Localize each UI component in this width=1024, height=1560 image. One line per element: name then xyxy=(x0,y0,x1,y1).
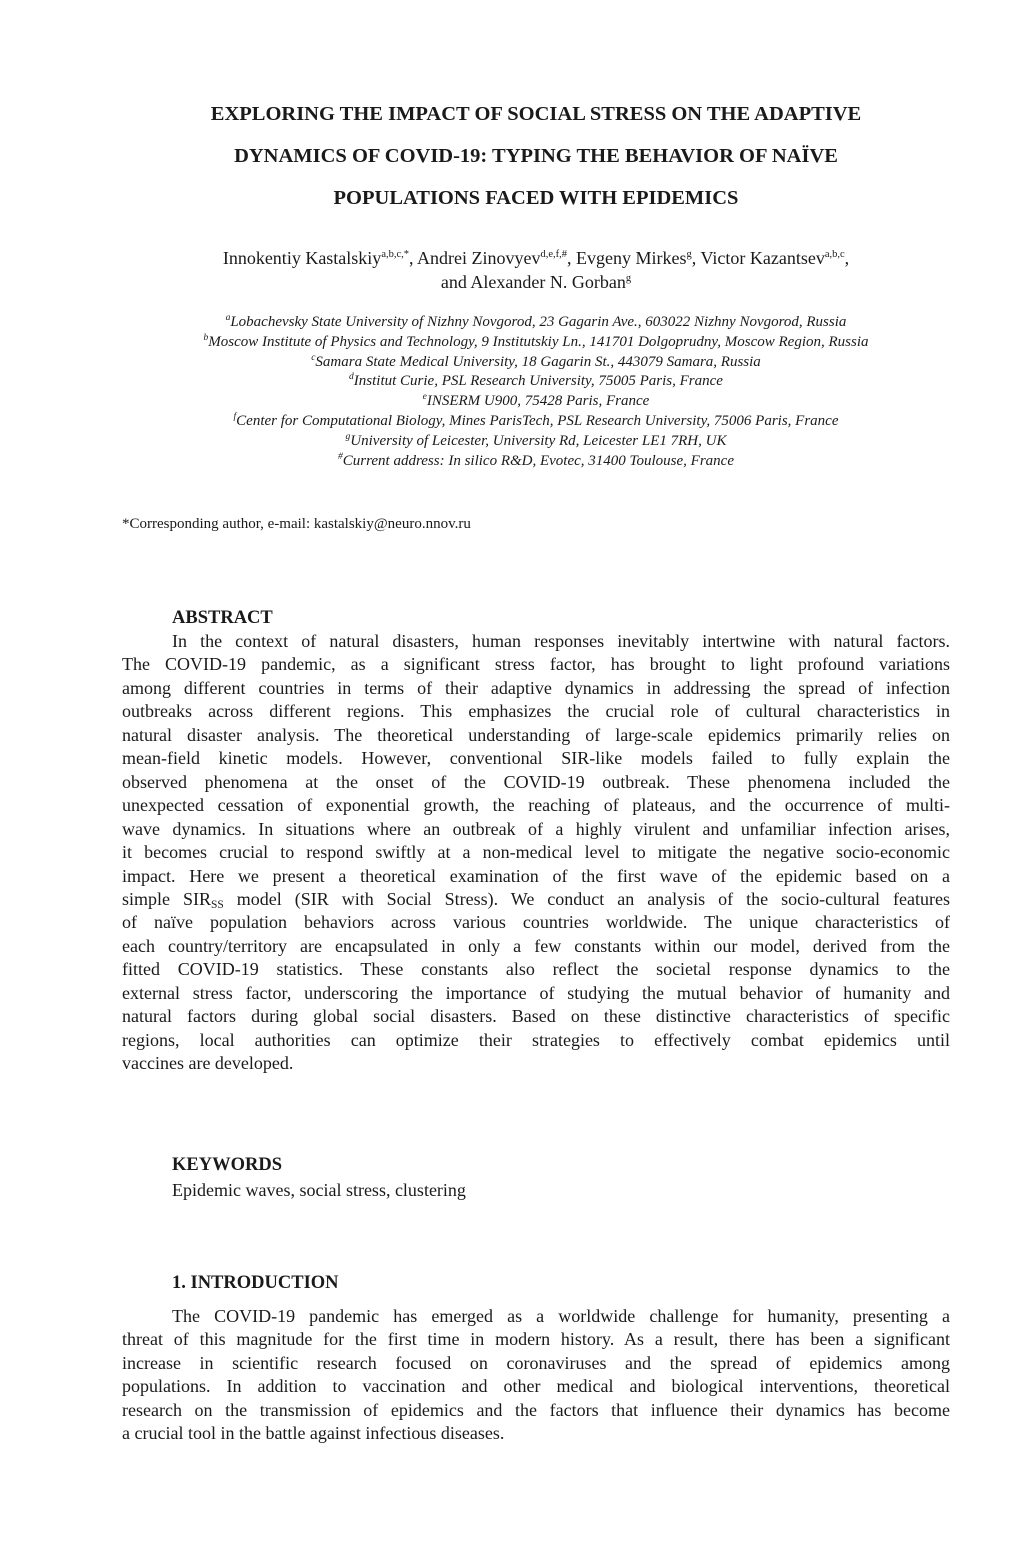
text-line: each country/territory are encapsulated in only a few constants within our model, derived from the xyxy=(122,935,950,956)
text-line: threat of this magnitude for the first time in modern history. As a result, there has been a significant xyxy=(122,1329,950,1350)
author-line xyxy=(122,246,950,270)
affiliation-mark: f xyxy=(233,411,237,422)
text-line: wave dynamics. In situations where an outbreak of a highly virulent and unfamiliar infection arises, xyxy=(122,818,950,839)
text-line: among different countries in terms of their adaptive dynamics in addressing the spread of infection xyxy=(122,677,950,698)
author-name: Alexander N. Gorban xyxy=(470,272,626,292)
affiliation-text: University of Leicester, University Rd, Leicester LE1 7RH, UK xyxy=(350,432,727,449)
author-name: Evgeny Mirkes xyxy=(576,248,687,268)
affiliation-mark: e xyxy=(422,392,427,403)
text-line: The COVID-19 pandemic has emerged as a worldwide challenge for humanity, presenting a xyxy=(172,1306,950,1326)
text-line: natural factors during global social disasters. Based on these distinctive characteristics of specific xyxy=(122,1006,950,1027)
affiliation-text: Current address: In silico R&D, Evotec, 31400 Toulouse, France xyxy=(342,452,734,469)
text-line: impact. Here we present a theoretical examination of the first wave of the epidemic based on a xyxy=(122,865,950,886)
affiliation-mark: a xyxy=(225,313,231,323)
text-line: unexpected cessation of exponential growth, the reaching of plateaus, and the occurrence of multi- xyxy=(122,795,950,816)
affiliation-text: Moscow Institute of Physics and Technology, 9 Institutskiy Ln., 141701 Dolgoprudny, Moscow Region, Russia xyxy=(208,333,869,350)
affiliation-text: Center for Computational Biology, Mines ParisTech, PSL Research University, 75006 Paris, France xyxy=(236,412,839,429)
affiliation-mark: # xyxy=(338,451,343,462)
sir-subscript: SS xyxy=(210,898,224,911)
affiliation-item xyxy=(122,392,950,412)
affiliation-list xyxy=(122,313,950,471)
author-affiliation-marks: d,e,f,# xyxy=(540,249,568,260)
text-line: it becomes crucial to respond swiftly at a non-medical level to mitigate the negative socio-economic xyxy=(122,842,950,863)
text-line: increase in scientific research focused on coronaviruses and the spread of epidemics among xyxy=(122,1352,950,1373)
author-list xyxy=(122,246,950,294)
author-affiliation-marks: g xyxy=(686,249,692,260)
author-name: Andrei Zinovyev xyxy=(417,248,541,268)
affiliation-text: Institut Curie, PSL Research University, 75005 Paris, France xyxy=(353,373,723,390)
text-line: natural disaster analysis. The theoretical understanding of large-scale epidemics primarily relies on xyxy=(122,724,950,745)
title-line: POPULATIONS FACED WITH EPIDEMICS xyxy=(333,187,739,209)
affiliation-mark: g xyxy=(345,431,351,442)
text-line: regions, local authorities can optimize their strategies to effectively combat epidemics until xyxy=(122,1029,950,1050)
affiliation-text: INSERM U900, 75428 Paris, France xyxy=(426,393,650,410)
corresponding-author-note: *Corresponding author, e-mail: kastalskiy@neuro.nnov.ru xyxy=(122,516,471,532)
paper-title xyxy=(122,93,950,219)
text-line: external stress factor, underscoring the importance of studying the mutual behavior of humanity and xyxy=(122,982,950,1003)
affiliation-item xyxy=(122,372,950,392)
author-separator: , xyxy=(691,248,701,268)
affiliation-item xyxy=(122,452,950,472)
affiliation-mark: b xyxy=(203,332,209,343)
author-separator: , xyxy=(844,248,850,268)
author-separator: , xyxy=(409,248,418,268)
author-affiliation-marks: g xyxy=(625,273,632,284)
author-line xyxy=(122,270,950,294)
sir-suffix: model (SIR with Social Stress). We conduct an analysis of the socio-cultural features xyxy=(223,888,950,909)
affiliation-text: Samara State Medical University, 18 Gagarin St., 443079 Samara, Russia xyxy=(315,353,761,370)
author-affiliation-marks: a,b,c,* xyxy=(381,249,410,260)
text-line: of naïve population behaviors across various countries worldwide. The unique characteristics of xyxy=(122,912,950,933)
text-line: The COVID-19 pandemic, as a significant stress factor, has brought to light profound variations xyxy=(122,654,950,675)
text-line: populations. In addition to vaccination and other medical and biological interventions, theoretical xyxy=(122,1376,950,1397)
author-name: Victor Kazantsev xyxy=(700,248,825,268)
affiliation-item xyxy=(122,432,950,452)
introduction-body xyxy=(122,1305,950,1446)
author-name: Innokentiy Kastalskiy xyxy=(222,248,382,268)
text-line: mean-field kinetic models. However, conventional SIR-like models failed to fully explain the xyxy=(122,748,950,769)
text-line xyxy=(122,888,950,911)
text-line: In the context of natural disasters, human responses inevitably intertwine with natural factors. xyxy=(172,631,950,651)
text-line: a crucial tool in the battle against infectious diseases. xyxy=(122,1423,505,1444)
keywords-heading: KEYWORDS xyxy=(172,1155,282,1175)
text-line: fitted COVID-19 statistics. These constants also reflect the societal response dynamics to the xyxy=(122,959,950,980)
title-line: DYNAMICS OF COVID-19: TYPING THE BEHAVIOR OF NAÏVE xyxy=(234,145,838,167)
affiliation-item xyxy=(122,313,950,333)
text-line: research on the transmission of epidemics and the factors that influence their dynamics has become xyxy=(122,1399,950,1420)
sir-prefix: simple SIR xyxy=(122,888,211,909)
affiliation-mark: d xyxy=(349,372,354,383)
title-line: EXPLORING THE IMPACT OF SOCIAL STRESS ON THE ADAPTIVE xyxy=(210,103,862,125)
keywords-text: Epidemic waves, social stress, clustering xyxy=(172,1180,466,1200)
author-conjunction: and xyxy=(440,272,471,292)
text-line: outbreaks across different regions. This emphasizes the crucial role of cultural characteristics in xyxy=(122,701,950,722)
author-affiliation-marks: a,b,c xyxy=(824,249,845,260)
affiliation-item xyxy=(122,353,950,373)
abstract-body xyxy=(122,630,950,1076)
affiliation-text: Lobachevsky State University of Nizhny Novgorod, 23 Gagarin Ave., 603022 Nizhny Novgorod, Russia xyxy=(230,314,847,330)
affiliation-mark: c xyxy=(311,352,316,363)
text-line: observed phenomena at the onset of the COVID-19 outbreak. These phenomena included the xyxy=(122,771,950,792)
introduction-heading: 1. INTRODUCTION xyxy=(172,1273,339,1293)
abstract-heading: ABSTRACT xyxy=(172,608,273,628)
affiliation-item xyxy=(122,333,950,353)
text-line: vaccines are developed. xyxy=(122,1053,294,1074)
author-separator: , xyxy=(567,248,577,268)
affiliation-item xyxy=(122,412,950,432)
